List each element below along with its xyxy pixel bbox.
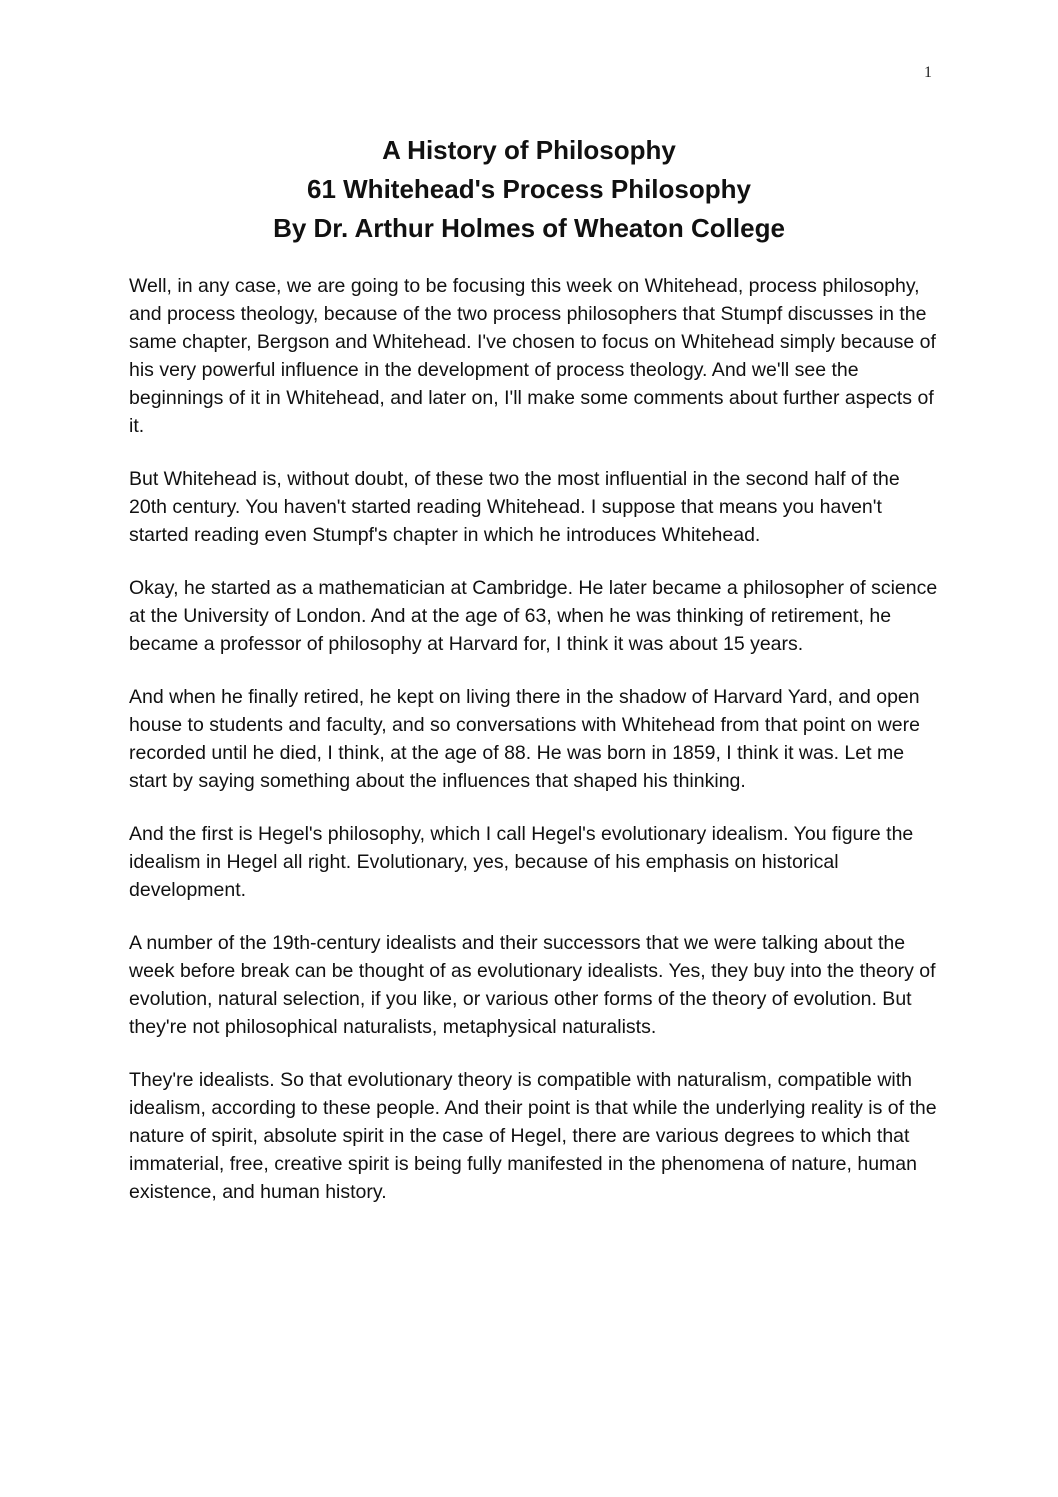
page-number: 1 [924,64,932,81]
paragraph: And when he finally retired, he kept on living there in the shadow of Harvard Yard, and open house to students and faculty, and so conversations with Whitehead from that point on were recorded until he died, I think, at the age of 88. He was born in 1859, I think it was. Let me start by saying something about the influences that shaped his thinking. [129,686,920,792]
paragraph: And the first is Hegel's philosophy, which I call Hegel's evolutionary idealism. You figure the idealism in Hegel all right. Evolutionary, yes, because of his emphasis on historical development. [129,823,914,901]
body-text [129,272,939,1231]
paragraph: But Whitehead is, without doubt, of these two the most influential in the second half of the 20th century. You haven't started reading Whitehead. I suppose that means you haven't started reading even Stumpf's chapter in which he introduces Whitehead. [129,468,900,546]
paragraph: They're idealists. So that evolutionary theory is compatible with naturalism, compatible with idealism, according to these people. And their point is that while the underlying reality is of the nature of spirit, absolute spirit in the case of Hegel, there are various degrees to which that immaterial, free, creative spirit is being fully manifested in the phenomena of nature, human existence, and human history. [129,1069,937,1203]
paragraph: Well, in any case, we are going to be focusing this week on Whitehead, process philosophy, and process theology, because of the two process philosophers that Stumpf discusses in the same chapter, Bergson and Whitehead. I've chosen to focus on Whitehead simply because of his very powerful influence in the development of process theology. And we'll see the beginnings of it in Whitehead, and later on, I'll make some comments about further aspects of it. [129,275,936,437]
document-title [0,131,1058,248]
title-author: By Dr. Arthur Holmes of Wheaton College [273,213,785,243]
title-series: A History of Philosophy [382,135,676,165]
title-lecture: 61 Whitehead's Process Philosophy [307,174,751,204]
paragraph: A number of the 19th-century idealists and their successors that we were talking about the week before break can be thought of as evolutionary idealists. Yes, they buy into the theory of evolution, natural selection, if you like, or various other forms of the theory of evolution. But they're not philosophical naturalists, metaphysical naturalists. [129,932,936,1038]
paragraph: Okay, he started as a mathematician at Cambridge. He later became a philosopher of science at the University of London. And at the age of 63, when he was thinking of retirement, he became a professor of philosophy at Harvard for, I think it was about 15 years. [129,577,938,655]
